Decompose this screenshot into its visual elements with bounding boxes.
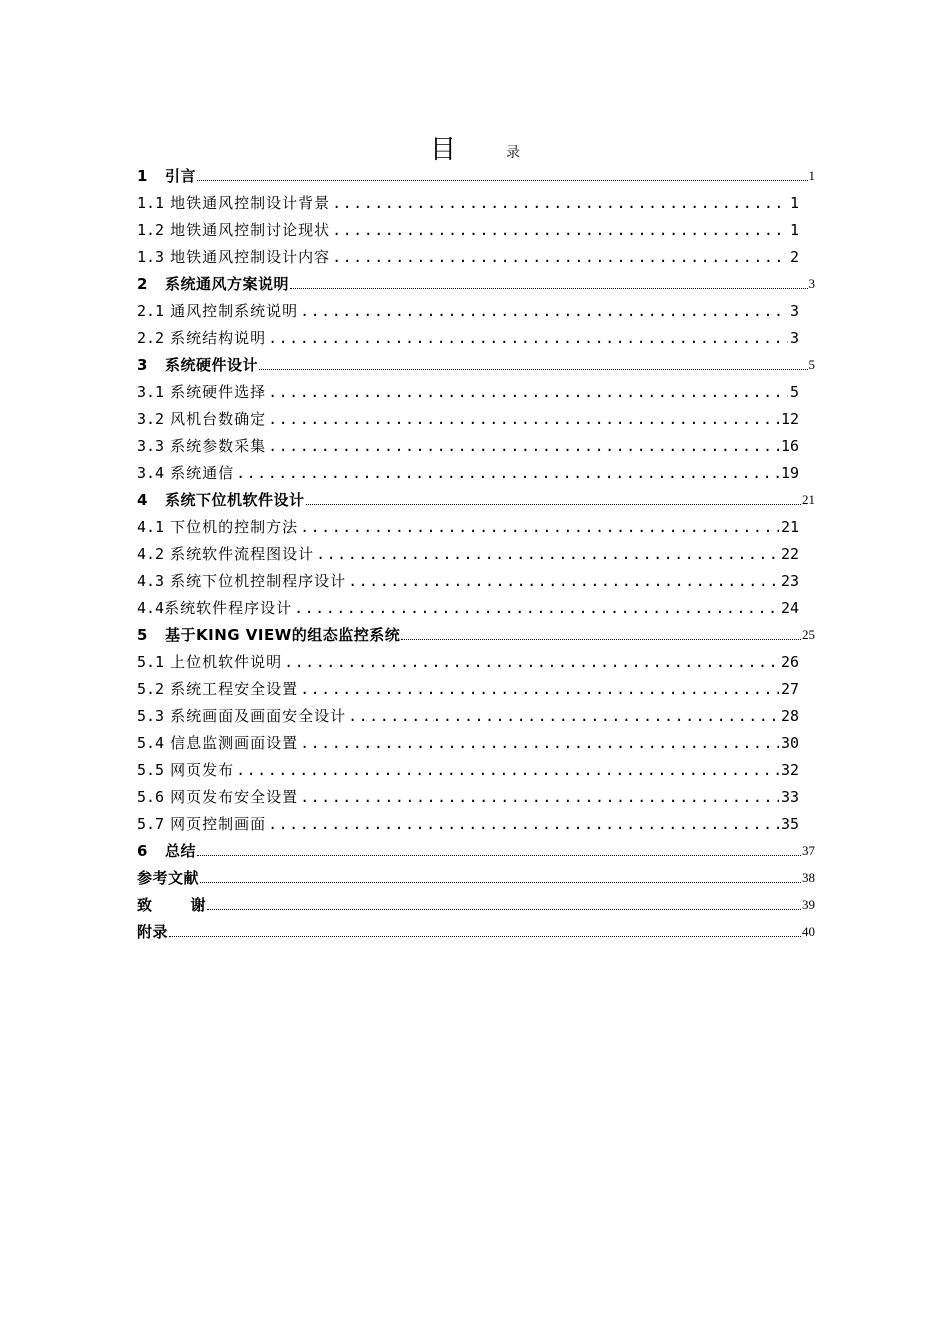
toc-dot-leader <box>290 287 807 289</box>
toc-entry-number: 2 <box>137 275 148 293</box>
toc-page-number: 30 <box>780 734 799 752</box>
toc-section-entry[interactable] <box>137 645 815 672</box>
toc-entry-title: 系统通信 <box>170 464 235 482</box>
toc-dot-leader <box>197 854 801 856</box>
toc-section-entry[interactable] <box>137 321 815 348</box>
toc-page-number: 27 <box>780 680 799 698</box>
toc-entry-title: 网页控制画面 <box>170 815 267 833</box>
toc-dot-leader <box>169 935 801 937</box>
toc-dot-leader <box>268 409 779 429</box>
toc-entry-number: 5.1 <box>137 653 165 671</box>
toc-page-number: 25 <box>802 627 815 642</box>
toc-section-entry[interactable] <box>137 213 815 240</box>
toc-entry-title: 下位机的控制方法 <box>170 518 299 536</box>
toc-entry-title: 通风控制系统说明 <box>170 302 299 320</box>
toc-page-number: 3 <box>789 329 799 347</box>
toc-section-entry[interactable] <box>137 726 815 753</box>
toc-dot-leader <box>300 787 779 807</box>
toc-entry-number: 4.2 <box>137 545 165 563</box>
toc-entry-title: 系统工程安全设置 <box>170 680 299 698</box>
toc-chapter-entry[interactable] <box>137 159 815 186</box>
toc-section-entry[interactable] <box>137 753 815 780</box>
toc-dot-leader <box>300 733 779 753</box>
toc-entry-number: 3 <box>137 356 148 374</box>
toc-page-number: 1 <box>789 194 799 212</box>
toc-section-entry[interactable] <box>137 672 815 699</box>
toc-dot-leader <box>306 503 801 505</box>
toc-dot-leader <box>284 652 779 672</box>
toc-chapter-entry[interactable] <box>137 618 815 645</box>
toc-section-entry[interactable] <box>137 402 815 429</box>
toc-page-number: 16 <box>780 437 799 455</box>
toc-dot-leader <box>300 301 788 321</box>
toc-page-number: 5 <box>808 357 815 372</box>
toc-entry-number: 3.1 <box>137 383 165 401</box>
toc-section-entry[interactable] <box>137 240 815 267</box>
toc-dot-leader <box>207 908 801 910</box>
toc-page-number: 37 <box>802 843 815 858</box>
toc-entry-number: 5.5 <box>137 761 165 779</box>
toc-entry-title: 系统结构说明 <box>170 329 267 347</box>
toc-dot-leader <box>268 436 779 456</box>
toc-entry-number: 2.2 <box>137 329 165 347</box>
toc-entry-number: 4 <box>137 491 148 509</box>
toc-page-number: 32 <box>780 761 799 779</box>
toc-entry-title: 网页发布安全设置 <box>170 788 299 806</box>
toc-entry-number: 5.3 <box>137 707 165 725</box>
toc-title-sub: 录 <box>506 145 520 161</box>
toc-entry-title: 系统硬件设计 <box>165 356 259 374</box>
toc-entry-title: 系统软件程序设计 <box>164 599 293 617</box>
toc-section-entry[interactable] <box>137 510 815 537</box>
toc-dot-leader <box>268 328 788 348</box>
toc-page-number: 26 <box>780 653 799 671</box>
toc-section-entry[interactable] <box>137 780 815 807</box>
toc-entry-number: 1.1 <box>137 194 165 212</box>
toc-chapter-entry[interactable] <box>137 348 815 375</box>
toc-dot-leader <box>300 517 779 537</box>
toc-section-entry[interactable] <box>137 429 815 456</box>
toc-entry-title: 系统画面及画面安全设计 <box>170 707 347 725</box>
toc-section-entry[interactable] <box>137 564 815 591</box>
toc-entry-number: 3.3 <box>137 437 165 455</box>
toc-page-number: 21 <box>780 518 799 536</box>
toc-entry-title: 附录 <box>137 923 169 941</box>
toc-section-entry[interactable] <box>137 294 815 321</box>
toc-entry-title: 引言 <box>165 167 197 185</box>
toc-page-number: 3 <box>808 276 815 291</box>
toc-section-entry[interactable] <box>137 375 815 402</box>
toc-page-number: 33 <box>780 788 799 806</box>
toc-dot-leader <box>236 760 779 780</box>
toc-dot-leader <box>300 679 779 699</box>
toc-entry-number: 5.7 <box>137 815 165 833</box>
toc-section-entry[interactable] <box>137 591 815 618</box>
table-of-contents <box>137 159 815 942</box>
toc-entry-title: 上位机软件说明 <box>170 653 283 671</box>
toc-entry-number: 5.4 <box>137 734 165 752</box>
toc-entry-number: 2.1 <box>137 302 165 320</box>
toc-entry-title: 系统硬件选择 <box>170 383 267 401</box>
toc-dot-leader <box>268 382 788 402</box>
toc-entry-title: 地铁通风控制设计内容 <box>170 248 331 266</box>
toc-entry-title: 网页发布 <box>170 761 235 779</box>
toc-entry-title: 系统下位机软件设计 <box>165 491 305 509</box>
toc-entry-number: 5.2 <box>137 680 165 698</box>
toc-page-number: 1 <box>789 221 799 239</box>
toc-dot-leader <box>401 638 801 640</box>
toc-title-main: 目 <box>430 135 457 165</box>
toc-section-entry[interactable] <box>137 186 815 213</box>
toc-page-number: 28 <box>780 707 799 725</box>
toc-dot-leader <box>200 881 801 883</box>
toc-chapter-entry[interactable] <box>137 888 815 915</box>
toc-page-number: 40 <box>802 924 815 939</box>
toc-entry-title: 系统参数采集 <box>170 437 267 455</box>
toc-entry-number: 6 <box>137 842 148 860</box>
toc-page-number: 39 <box>802 897 815 912</box>
toc-dot-leader <box>348 706 779 726</box>
toc-dot-leader <box>332 220 788 240</box>
toc-page-number: 21 <box>802 492 815 507</box>
toc-entry-number: 5 <box>137 626 148 644</box>
toc-page-number: 24 <box>780 599 799 617</box>
toc-chapter-entry[interactable] <box>137 861 815 888</box>
toc-entry-title: 总结 <box>165 842 197 860</box>
toc-section-entry[interactable] <box>137 699 815 726</box>
toc-entry-title: 地铁通风控制讨论现状 <box>170 221 331 239</box>
toc-entry-number: 4.4 <box>137 599 165 617</box>
toc-entry-title-second-char: 谢 <box>190 896 207 914</box>
toc-chapter-entry[interactable] <box>137 483 815 510</box>
toc-entry-title: 地铁通风控制设计背景 <box>170 194 331 212</box>
toc-page-number: 19 <box>780 464 799 482</box>
toc-section-entry[interactable] <box>137 456 815 483</box>
toc-section-entry[interactable] <box>137 807 815 834</box>
toc-entry-title: 致 <box>137 896 153 914</box>
toc-dot-leader <box>348 571 779 591</box>
toc-entry-number: 5.6 <box>137 788 165 806</box>
toc-entry-number: 4.3 <box>137 572 165 590</box>
toc-chapter-entry[interactable] <box>137 267 815 294</box>
toc-dot-leader <box>332 247 788 267</box>
toc-entry-number: 4.1 <box>137 518 165 536</box>
toc-page-number: 3 <box>789 302 799 320</box>
toc-entry-number: 3.2 <box>137 410 165 428</box>
toc-entry-title: 参考文献 <box>137 869 200 887</box>
toc-chapter-entry[interactable] <box>137 915 815 942</box>
toc-entry-title: 基于KING VIEW的组态监控系统 <box>165 626 401 644</box>
toc-page-number: 1 <box>808 168 815 183</box>
toc-page-number: 2 <box>789 248 799 266</box>
toc-page-number: 23 <box>780 572 799 590</box>
toc-entry-title: 系统软件流程图设计 <box>170 545 315 563</box>
toc-entry-number: 1.2 <box>137 221 165 239</box>
toc-dot-leader <box>268 814 779 834</box>
toc-entry-number: 3.4 <box>137 464 165 482</box>
toc-entry-number: 1 <box>137 167 148 185</box>
toc-dot-leader <box>332 193 788 213</box>
toc-entry-number: 1.3 <box>137 248 165 266</box>
toc-dot-leader <box>316 544 779 564</box>
toc-entry-title: 信息监测画面设置 <box>170 734 299 752</box>
toc-dot-leader <box>294 598 779 618</box>
toc-page-number: 38 <box>802 870 815 885</box>
toc-dot-leader <box>236 463 779 483</box>
toc-page-number: 22 <box>780 545 799 563</box>
toc-page-number: 12 <box>780 410 799 428</box>
toc-page-number: 5 <box>789 383 799 401</box>
toc-entry-title: 风机台数确定 <box>170 410 267 428</box>
toc-chapter-entry[interactable] <box>137 834 815 861</box>
toc-page-number: 35 <box>780 815 799 833</box>
toc-section-entry[interactable] <box>137 537 815 564</box>
toc-dot-leader <box>259 368 807 370</box>
toc-entry-title: 系统下位机控制程序设计 <box>170 572 347 590</box>
toc-entry-title: 系统通风方案说明 <box>165 275 290 293</box>
toc-dot-leader <box>197 179 807 181</box>
